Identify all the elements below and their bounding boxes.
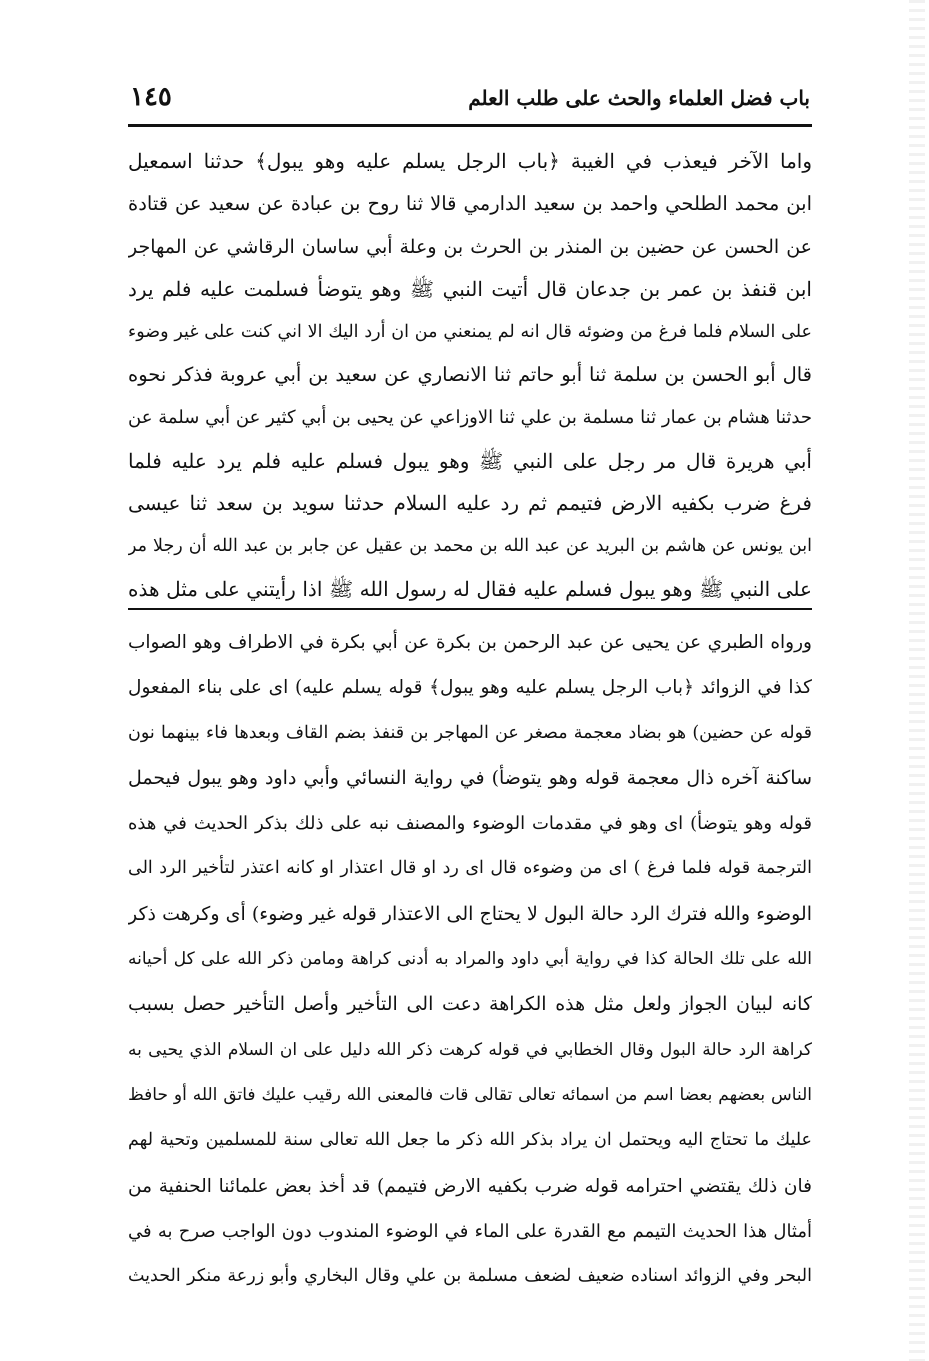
note-line: الترجمة قوله فلما فرغ ) اى من وضوءه قال اى رد او قال اعتذار او كانه اعتذر لتأخير الرد الى [128, 858, 812, 879]
main-text [128, 140, 812, 611]
note-line: البحر وفي الزوائد اسناده ضعيف لضعف مسلمة بن علي وقال البخاري وأبو زرعة منكر الحديث [128, 1266, 812, 1287]
note-line: ساكنة آخره ذال معجمة قوله وهو يتوضأ) في رواية النسائي وأبي داود وهو يبول فيحمل [128, 766, 812, 789]
text-line: قال أبو الحسن بن سلمة ثنا أبو حاتم ثنا الانصاري عن سعيد بن أبي عروبة فذكر نحوه [128, 362, 812, 386]
note-line: كانه لبيان الجواز ولعل مثل هذه الكراهة دعت الى التأخير وأصل التأخير حصل بسبب [128, 993, 812, 1016]
note-line: كراهة الرد حالة البول وقال الخطابي في قوله كرهت ذكر الله دليل على ان السلام الذي يحيى به [128, 1039, 812, 1060]
note-line: كذا في الزوائد ﴿باب الرجل يسلم عليه وهو يبول﴾ قوله يسلم عليه) اى على بناء المفعول [128, 677, 812, 699]
text-line: حدثنا هشام بن عمار ثنا مسلمة بن علي ثنا الاوزاعي عن يحيى بن أبي كثير عن أبي سلمة عن [128, 406, 812, 428]
note-line: فان ذلك يقتضي احترامه قوله ضرب بكفيه الارض فتيمم) قد أخذ بعض علمائنا الحنفية من [128, 1175, 812, 1197]
notes-divider [128, 608, 812, 610]
text-line: واما الآخر فيعذب في الغيبة ﴿باب الرجل يسلم عليه وهو يبول﴾ حدثنا اسمعيل [128, 149, 812, 173]
text-line: عن الحسن عن حضين بن المنذر بن الحرث بن وعلة أبي ساسان الرقاشي عن المهاجر [128, 235, 812, 258]
text-line: على السلام فلما فرغ من وضوئه قال انه لم يمنعني من ان أرد اليك الا اني كنت على غير وضوء [128, 322, 812, 343]
note-line: عليك ما تحتاج اليه ويحتمل ان يراد بذكر الله ذكر ما جعل الله تعالى سنة للمسلمين وتحية لهم [128, 1130, 812, 1151]
text-line: فرغ ضرب بكفيه الارض فتيمم ثم رد عليه السلام حدثنا سويد بن سعد ثنا عيسى [128, 491, 812, 516]
text-line: على النبي ﷺ وهو يبول فسلم عليه فقال له رسول الله ﷺ اذا رأيتني على مثل هذه [128, 576, 812, 601]
scan-edge [909, 0, 925, 1361]
text-line: ابن قنفذ بن عمر بن جدعان قال أتيت النبي ﷺ وهو يتوضأ فسلمت عليه فلم يرد [128, 277, 812, 302]
note-line: قوله عن حضين) هو بضاد معجمة مصغر عن المهاجر بن قنفذ بضم القاف وبعدها فاء بينهما نون [128, 722, 812, 743]
note-line: أمثال هذا الحديث التيمم مع القدرة على الماء في الوضوء المندوب دون الواجب صرح به في [128, 1220, 812, 1242]
header-rule [128, 124, 812, 127]
note-line: الله على تلك الحالة كذا في رواية أبي داود والمراد به أدنى كراهة ومامن ذكر الله على كل أحيانه [128, 949, 812, 970]
commentary-text [128, 620, 812, 1299]
text-line: ابن محمد الطلحي واحمد بن سعيد الدارمي قالا ثنا روح بن عبادة عن سعيد عن قتادة [128, 191, 812, 215]
note-line: قوله وهو يتوضأ) اى وهو في مقدمات الوضوء والمصنف نبه على ذلك بذكر الحديث في هذه [128, 813, 812, 835]
chapter-title: باب فضل العلماء والحث على طلب العلم [468, 86, 810, 110]
page-header [130, 78, 810, 124]
note-line: الناس بعضهم بعضا اسم من اسمائه تعالى تقالى قات فالمعنى الله رقيب عليك فاتق الله أو حافظ [128, 1084, 812, 1105]
text-line: أبي هريرة قال مر رجل على النبي ﷺ وهو يبول فسلم عليه فلم يرد عليه فلما [128, 448, 812, 473]
note-line: الوضوء والله فترك الرد حالة البول لا يحتاج الى الاعتذار قوله غير وضوء) أى وكرهت ذكر [128, 902, 812, 925]
note-line: ورواه الطبري عن يحيى عن عبد الرحمن بن بكرة عن أبي بكرة في الاطراف وهو الصواب [128, 632, 812, 653]
page-number: ١٤٥ [130, 82, 172, 112]
text-line: ابن يونس عن هاشم بن البريد عن عبد الله بن محمد بن عقيل عن جابر بن عبد الله أن رجلا مر [128, 536, 812, 557]
